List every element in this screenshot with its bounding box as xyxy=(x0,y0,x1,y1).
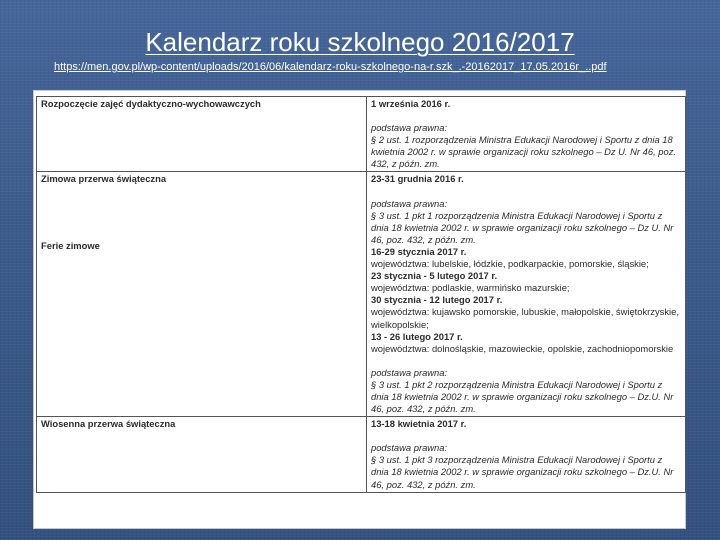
row-details xyxy=(367,97,686,172)
legal-basis-text: § 3 ust. 1 pkt 3 rozporządzenia Ministra Edukacji Narodowej i Sportu z dnia 18 kwietnia 2002 r. w sprawie organizacji roku szkolnego – Dz.U. Nr 46, poz. 432, z późn. zm. xyxy=(371,454,674,490)
legal-basis-heading: podstawa prawna: xyxy=(371,197,448,209)
period-dates: 16-29 stycznia 2017 r. xyxy=(371,245,467,257)
legal-basis-heading: podstawa prawna: xyxy=(371,442,448,454)
table-row xyxy=(37,97,686,172)
row-label: Wiosenna przerwa świąteczna xyxy=(37,417,367,492)
legal-basis-text: § 2 ust. 1 rozporządzenia Ministra Edukacji Narodowej i Sportu z dnia 18 kwietnia 2002 r. w sprawie organizacji roku szkolnego – Dz U. Nr 46, poz. 432, z późn. zm. xyxy=(371,134,676,170)
period-regions: województwa: podlaskie, warmińsko mazurskie; xyxy=(371,282,570,294)
period-regions: województwa: dolnośląskie, mazowieckie, opolskie, zachodniopomorskie xyxy=(371,342,674,354)
period-dates: 13 - 26 lutego 2017 r. xyxy=(371,330,463,342)
legal-basis-text: § 3 ust. 1 pkt 2 rozporządzenia Ministra Edukacji Narodowej i Sportu z dnia 18 kwietnia 2002 r. w sprawie organizacji roku szkolnego – Dz.U. Nr 46, poz. 432, z późn. zm. xyxy=(371,378,674,415)
period-dates: 23 stycznia - 5 lutego 2017 r. xyxy=(371,270,498,282)
event-date: 13-18 kwietnia 2017 r. xyxy=(371,418,467,430)
slide-title: Kalendarz roku szkolnego 2016/2017 xyxy=(145,27,575,57)
row-label: Ferie zimowe xyxy=(41,239,100,251)
period-regions: województwa: lubelskie, łódzkie, podkarpackie, pomorskie, śląskie; xyxy=(371,258,649,270)
period-dates: 30 stycznia - 12 lutego 2017 r. xyxy=(371,294,503,306)
row-details xyxy=(367,417,686,492)
legal-basis-heading: podstawa prawna: xyxy=(371,122,448,134)
legal-basis-text: § 3 ust. 1 pkt 1 rozporządzenia Ministra Edukacji Narodowej i Sportu z dnia 18 kwietnia 2002 r. w sprawie organizacji roku szkolnego – Dz U. Nr 46, poz. 432, z późn. zm. xyxy=(371,209,674,245)
table-row xyxy=(37,172,686,417)
row-label: Rozpoczęcie zajęć dydaktyczno-wychowawczych xyxy=(37,97,367,172)
source-link[interactable]: https://men.gov.pl/wp-content/uploads/2016/06/kalendarz-roku-szkolnego-na-r.szk_.-20162017_17.05.2016r_..pdf xyxy=(54,61,607,73)
table-row xyxy=(37,417,686,492)
row-label-cell xyxy=(37,172,367,417)
event-date: 1 września 2016 r. xyxy=(371,98,451,109)
calendar-table xyxy=(36,96,686,493)
legal-basis-heading: podstawa prawna: xyxy=(371,366,448,378)
event-date: 23-31 grudnia 2016 r. xyxy=(371,173,464,185)
calendar-document xyxy=(34,91,685,528)
row-label: Zimowa przerwa świąteczna xyxy=(41,173,167,185)
row-details xyxy=(367,172,686,417)
period-regions: województwa: kujawsko pomorskie, lubuskie, małopolskie, świętokrzyskie, wielkopolskie; xyxy=(371,306,679,330)
